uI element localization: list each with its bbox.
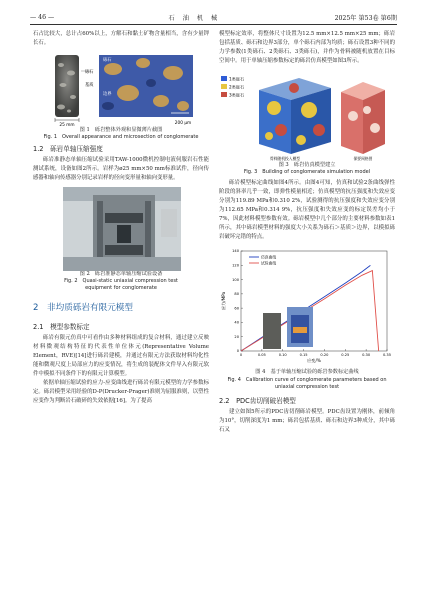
label-gravel: 砾石 (85, 69, 94, 75)
legend-label-1: 试验曲线 (261, 260, 277, 266)
x-axis-label: 应变/% (307, 358, 321, 364)
figure-3 (219, 70, 395, 162)
section-heading: 1.2 砾岩单轴压缩强度 (33, 145, 103, 154)
figure-1-caption-en: Fig. 1 Overall appearance and microsection of conglomerate (43, 134, 199, 141)
legend-gravel-2: 2类砾石 (229, 84, 245, 90)
figure-4-caption-en-2: uniaxial compression test (274, 383, 340, 390)
figure-2-photo (33, 187, 209, 271)
y-tick-label: 20 (234, 335, 239, 340)
y-tick-label: 140 (232, 249, 239, 254)
mesh-model (341, 82, 385, 154)
y-tick-label: 60 (234, 306, 239, 311)
paragraph: 石占比较大，总计占60%以上，方解石和黏土矿物含量相当，含有少量钾长石。 (33, 31, 209, 46)
figure-2 (33, 187, 209, 271)
header-rule (30, 24, 397, 25)
figure-4 (219, 245, 395, 369)
paragraph: 依据单轴压缩试验的应力-应变曲线进行砾岩有限元模型的力学参数标定。砾岩模型采用经验的D-P(Drucker-Prager)准则为屈服准则，以塑性应变作为判断岩石破碎的失效依据[16]。为了提高 (33, 379, 209, 404)
legend-label-0: 仿真曲线 (261, 254, 277, 260)
x-tick-label: 0.20 (320, 353, 329, 358)
y-tick-label: 40 (234, 321, 239, 326)
sub-label-model: 骨料随机投入模型 (269, 155, 301, 161)
journal-name: 石 油 机 械 (168, 14, 221, 22)
x-tick-label: 0 (239, 353, 243, 358)
running-header (30, 12, 397, 22)
scale-label-right: 200 μm (174, 120, 192, 126)
section-heading-2: 2 非均质砾岩有限元模型 (33, 303, 133, 314)
specimen-photo (263, 313, 281, 349)
plot-frame (241, 251, 387, 351)
paragraph: 砾岩准静态单轴压缩试验采用TAW-1000微机控制电液伺服岩石性能测试系统，设备如图2所示。岩样为ø25 mm×50 mm标准试件，径向传感器和轴向传感器分别记录岩样的径向变形量和轴向变形量。 (33, 157, 209, 182)
sub-label-mesh: 保要网格图 (353, 155, 373, 161)
figure-4-caption-en-1: Fig. 4 Calibration curve of conglomerate parameters based on (227, 376, 387, 383)
subsection-heading: 2.1 模型参数标定 (33, 323, 90, 332)
figure-2-caption-en-2: equipment for conglomerate (85, 285, 157, 292)
y-tick-label: 0 (236, 349, 239, 354)
x-tick-label: 0.25 (341, 353, 350, 358)
figure-1-images (33, 51, 209, 127)
subsection-heading: 2.2 PDC齿切削破岩模型 (219, 396, 296, 405)
legend-gravel-1: 1类砾石 (229, 76, 245, 82)
right-column (219, 30, 395, 435)
scale-label-left: 25 mm (59, 122, 75, 127)
figure-2-caption-en-1: Fig. 2 Quasi-static uniaxial compression test (64, 278, 178, 285)
y-tick-label: 120 (232, 263, 239, 268)
label-boundary: 边界 (103, 91, 112, 97)
x-tick-label: 0.10 (278, 353, 287, 358)
paragraph: 砾岩模型标定曲线如图4所示。由图4可知，仿真和试验2条曲线弹性阶段的斜率几乎一致，即弹性模量相近；仿真模型的抗压强度和失效应变分别为119.89 MPa和0.310 2%，试验测得的抗压强度和失效应变分别为112.65 MPa和0.314 9%，抗压强度和失效应变的标定误差均小于7%，因此材料模型参数有效。砾岩模型中几个部分的主要材料参数如表1所示，其中砾岩模型材料的强度大小关系为砾石＞基质＞边界，以模拟砾岩破坏完错的特点。 (219, 180, 395, 240)
x-tick-label: 0.30 (362, 353, 371, 358)
y-axis-label: 应力/MPa (221, 292, 226, 311)
paragraph: 砾岩有限元仿真中可看作由多种材料组成的复合材料，通过建立反映材料微观结构特征的代表性单位体元(Representative Volume Element，RVE)[14]进行砾岩建模，并通过有限元方法获取材料均化性能和微观尺度上局部应力的应变情况，将生成的装配体文件导入有限元软件中模拟不同条件下的有限元计算模型。 (33, 335, 209, 377)
x-tick-label: 0.35 (382, 353, 392, 358)
page-number: — 46 — (30, 13, 55, 21)
paragraph: 模型标定效率，将整体尺寸设置为12.5 mm×12.5 mm×25 mm；砾岩包括基质、砾石和边界3部分，单个砾石内部为均质；砾石设置3种不同的力学参数(1类砾石、2类砾石、3类砾石)，并作为骨料被随机放置在目标空间中。用于单轴压缩参数标定的砾岩仿真模型如图3所示。 (219, 31, 395, 64)
left-column (33, 30, 209, 406)
paragraph: 建立如图5所示的PDC齿切削砾岩模型。PDC齿设置为刚体，前倾角为10°，切削深度为1 mm；砾岩包括基质、砾石和边界3种成分，其中砾石又 (219, 408, 395, 433)
figure-1 (33, 51, 209, 127)
y-tick-label: 100 (232, 278, 239, 283)
label-matrix: 基质 (85, 82, 94, 88)
figure-4-caption: 图 4 基于单轴压缩试验的砾岩参数标定曲线 (255, 369, 359, 376)
x-tick-label: 0.05 (257, 353, 266, 358)
x-tick-label: 0.15 (299, 353, 308, 358)
figure-1-caption: 图 1 砾岩整体外观和显微薄片截图 (79, 126, 163, 133)
issue-info: 2025年 第53卷 第6期 (334, 14, 397, 22)
figure-3-models (219, 70, 395, 162)
y-tick-label: 80 (234, 292, 239, 297)
calibration-chart (219, 245, 395, 369)
figure-3-caption-en: Fig. 3 Building of conglomerate simulation model (243, 169, 371, 176)
figure-2-caption: 图 2 砾岩准静态单轴压缩试验设备 (79, 270, 163, 277)
legend-gravel-3: 3类砾石 (229, 92, 245, 98)
random-aggregate-model (259, 78, 331, 154)
figure-3-caption: 图 3 砾岩仿真模型建立 (278, 161, 336, 168)
label-gravel-2: 砾石 (103, 57, 112, 63)
